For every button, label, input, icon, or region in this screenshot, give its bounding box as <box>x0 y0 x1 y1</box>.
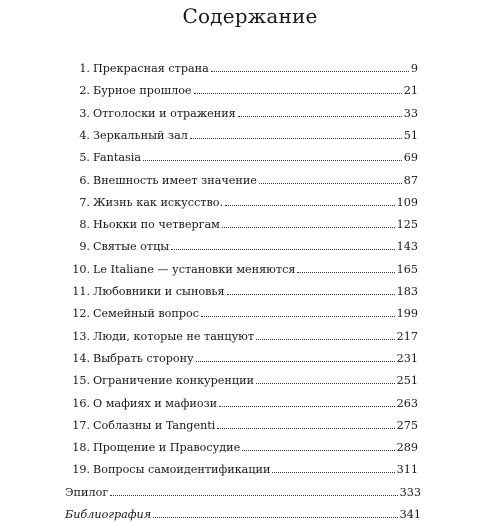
toc-entry-title: О мафиях и мафиози <box>93 396 218 410</box>
toc-entry-number: 5. <box>79 151 90 165</box>
toc-entry <box>62 439 418 455</box>
toc-entry-page: 275 <box>396 418 418 432</box>
toc-entry-number: 14. <box>72 351 90 365</box>
toc-entry-number: 6. <box>79 173 90 187</box>
dot-leader <box>219 406 395 407</box>
toc-entry-title: Жизнь как искусство. <box>93 195 224 209</box>
toc-entry-number: 15. <box>72 374 90 388</box>
toc-entry-page: 33 <box>403 106 418 120</box>
toc-entry-page: 289 <box>396 441 418 455</box>
toc-entry-page: 333 <box>399 485 421 499</box>
dot-leader <box>238 116 402 117</box>
toc-entry-page: 183 <box>396 285 418 298</box>
toc-entry-number: 4. <box>79 128 90 142</box>
toc-entry-title: Прощение и Правосудие <box>93 441 241 455</box>
toc-entry-title: Ньокки по четвергам <box>93 218 220 232</box>
dot-leader <box>256 383 395 384</box>
dot-leader <box>222 227 395 228</box>
dot-leader <box>217 428 394 429</box>
toc-entry-title: Зеркальный зал <box>93 128 188 142</box>
toc-entry-title: Святые отцы <box>93 240 170 254</box>
toc-entry-page: 251 <box>396 374 418 388</box>
dot-leader <box>194 93 402 94</box>
toc-entry-page: 231 <box>396 351 418 365</box>
toc-entry <box>62 283 418 299</box>
toc-entry-title: Ограничение конкуренции <box>93 374 254 388</box>
toc-entry <box>62 238 418 254</box>
toc-entry <box>62 149 418 165</box>
toc-entry-number: 16. <box>72 396 90 410</box>
dot-leader <box>242 450 394 451</box>
toc-entry-number: 12. <box>72 307 90 321</box>
dot-leader <box>171 249 394 250</box>
toc-entry <box>62 372 418 388</box>
toc-entry <box>62 461 418 477</box>
toc-entry-page: 217 <box>396 329 418 343</box>
toc-entry-page: 199 <box>396 307 418 321</box>
toc-entry <box>62 194 418 210</box>
toc-entry <box>62 328 418 344</box>
toc-entry-title: Вопросы самоидентификации <box>93 463 271 477</box>
toc-entry <box>62 350 418 366</box>
toc-entry-number: 7. <box>79 195 90 209</box>
toc-entry-page: 143 <box>396 240 418 254</box>
toc-entry-number: 13. <box>72 329 90 343</box>
toc-entry-page: 9 <box>410 62 418 75</box>
toc-entry-page: 263 <box>396 396 418 410</box>
toc-entry-number: 19. <box>72 463 90 477</box>
toc-entry-number: 11. <box>72 285 90 298</box>
toc-entry-page: 341 <box>399 508 421 521</box>
toc-entry <box>65 506 421 522</box>
toc-entry-page: 125 <box>396 218 418 232</box>
toc-entry-title: Fantasia <box>93 151 142 165</box>
toc-entry-title: Бурное прошлое <box>93 84 192 98</box>
toc-entry-number: 9. <box>79 240 90 254</box>
toc-entry-title: Внешность имеет значение <box>93 173 257 187</box>
toc-entry-number: 1. <box>79 62 90 75</box>
toc-entry <box>62 216 418 232</box>
toc-entry <box>62 127 418 143</box>
toc-entry-title: Le Italiane — установки меняются <box>93 262 296 276</box>
toc-entry <box>62 261 418 277</box>
dot-leader <box>110 495 397 496</box>
toc-entry <box>62 417 418 433</box>
toc-entry <box>65 484 421 500</box>
toc-entry-number: 2. <box>79 84 90 98</box>
toc-entry-title: Эпилог <box>65 485 109 499</box>
toc-entry-title: Прекрасная страна <box>93 62 209 75</box>
dot-leader <box>297 272 394 273</box>
toc-entry-page: 165 <box>396 262 418 276</box>
toc-entry <box>62 172 418 188</box>
toc-entry-number: 17. <box>72 418 90 432</box>
dot-leader <box>190 138 402 139</box>
toc-entry-number: 18. <box>72 441 90 455</box>
dot-leader <box>211 71 409 72</box>
toc-entry-page: 69 <box>403 151 418 165</box>
dot-leader <box>256 339 395 340</box>
toc-entry <box>62 60 418 76</box>
dot-leader <box>201 316 395 317</box>
toc-entry-page: 311 <box>396 463 418 477</box>
dot-leader <box>272 472 394 473</box>
toc-entry-title: Любовники и сыновья <box>93 285 225 298</box>
dot-leader <box>153 517 397 518</box>
toc-entry-page: 109 <box>396 195 418 209</box>
toc-entry-title: Библиография <box>65 508 152 521</box>
toc-entry-title: Семейный вопрос <box>93 307 199 321</box>
toc-entry-title: Отголоски и отражения <box>93 106 236 120</box>
dot-leader <box>225 205 395 206</box>
toc-entry-page: 21 <box>403 84 418 98</box>
toc-entry-page: 87 <box>403 173 418 187</box>
page-title: Содержание <box>182 4 318 28</box>
toc-entry-number: 10. <box>72 262 90 276</box>
toc-entry-title: Выбрать сторону <box>93 351 194 365</box>
dot-leader <box>143 160 402 161</box>
toc-entry <box>62 105 418 121</box>
toc-entry <box>62 82 418 98</box>
dot-leader <box>227 294 395 295</box>
toc-entry-number: 3. <box>79 106 90 120</box>
toc-entry <box>62 305 418 321</box>
toc-entry <box>62 395 418 411</box>
toc-entry-page: 51 <box>403 128 418 142</box>
dot-leader <box>196 361 395 362</box>
toc-entry-title: Соблазны и Tangenti <box>93 418 216 432</box>
dot-leader <box>259 183 402 184</box>
toc-entry-title: Люди, которые не танцуют <box>93 329 255 343</box>
toc-entry-number: 8. <box>79 218 90 232</box>
